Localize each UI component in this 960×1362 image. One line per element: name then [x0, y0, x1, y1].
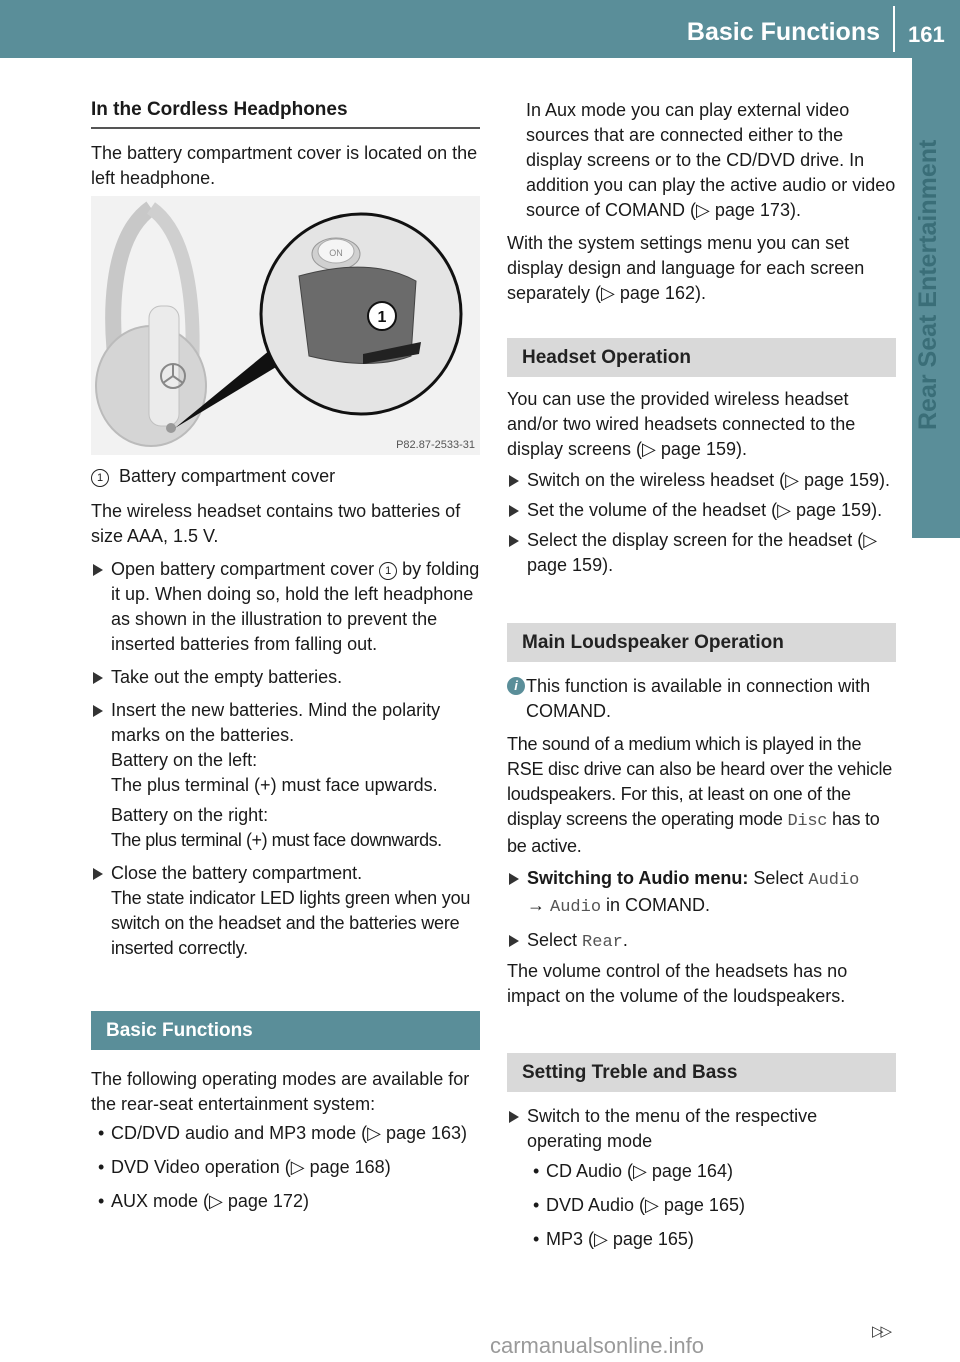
audio-step-bold: Switching to Audio menu: — [527, 868, 749, 888]
audio-step-select: Select — [753, 868, 804, 888]
menu-audio-1: Audio — [808, 871, 860, 890]
caption-text: Battery compartment cover — [119, 466, 336, 486]
arrow-icon: → — [527, 895, 545, 915]
treble-mode-item: • CD Audio (▷ page 164) — [526, 1159, 896, 1184]
figure-caption — [91, 464, 480, 489]
aux-text: In Aux mode you can play external video sources that are connected either to the display screens or to the CD/DVD drive. In addition you can play the active audio or video source of COMAND (▷ page 173). — [526, 100, 896, 220]
left-column-bottom — [91, 464, 480, 1214]
headset-step: Select the display screen for the headset (▷ page 159). — [507, 528, 896, 578]
chapter-tab-label: Rear Seat Entertainment — [914, 139, 942, 430]
mode-item: • CD/DVD audio and MP3 mode (▷ page 163) — [91, 1121, 480, 1146]
battery-left-label: Battery on the left: — [111, 750, 258, 770]
info-note — [507, 674, 896, 724]
continue-icon: ▷▷ — [872, 1323, 890, 1340]
step-open-cover — [91, 557, 480, 657]
step-close-text: Close the battery compartment. — [111, 863, 363, 883]
section-heading-treble: Setting Treble and Bass — [507, 1053, 896, 1092]
settings-text: With the system settings menu you can set display design and language for each screen separately (▷ page 162). — [507, 233, 865, 303]
headset-step: Set the volume of the headset (▷ page 159). — [507, 498, 896, 523]
callout-1-icon: 1 — [91, 469, 109, 487]
figure-on-label: ON — [329, 248, 343, 258]
menu-audio-2: Audio — [550, 898, 602, 917]
step-close-note: The state indicator LED lights green when you switch on the headset and the batteries were inserted correctly. — [111, 888, 471, 958]
callout-1-icon: 1 — [379, 562, 397, 580]
step-open-text-a: Open battery compartment cover — [111, 559, 375, 579]
select-end: . — [622, 930, 628, 950]
info-icon: i — [507, 677, 525, 695]
figure-code: P82.87-2533-31 — [396, 439, 475, 451]
watermark: carmanualsonline.info — [490, 1333, 705, 1358]
page-number: 161 — [908, 22, 945, 47]
step-insert — [91, 698, 480, 853]
section-heading-loudspeaker: Main Loudspeaker Operation — [507, 623, 896, 662]
right-column — [507, 98, 896, 1252]
headphone-illustration — [91, 196, 480, 455]
info-text: This function is available in connection with COMAND. — [526, 676, 871, 721]
volume-text: The volume control of the headsets has no impact on the volume of the loudspeakers. — [507, 961, 848, 1006]
treble-step: Switch to the menu of the respective operating mode — [507, 1104, 896, 1154]
step-close — [91, 861, 480, 961]
battery-text: The wireless headset contains two batteries of size AAA, 1.5 V. — [91, 501, 461, 546]
sound-text-end: has to be active. — [507, 809, 880, 856]
figure-callout-label: 1 — [377, 309, 387, 326]
headphone-drawing — [91, 196, 480, 455]
mode-disc-value: Disc — [787, 812, 828, 831]
header-separator — [893, 6, 895, 52]
step-open-text-b: by folding it up. When doing so, hold the left headphone as shown in the illustration to prevent the inserted batteries from falling out. — [111, 559, 480, 654]
header-section-title: Basic Functions — [686, 18, 880, 46]
headset-intro: You can use the provided wireless headset and/or two wired headsets connected to the display screens (▷ page 159). — [507, 389, 856, 459]
section-heading-headset: Headset Operation — [507, 338, 896, 377]
battery-right-text: The plus terminal (+) must face downwards. — [111, 830, 442, 850]
subsection-heading: In the Cordless Headphones — [91, 97, 480, 129]
audio-step-end: in COMAND. — [606, 895, 711, 915]
step-take-out: Take out the empty batteries. — [91, 665, 480, 690]
battery-left-text: The plus terminal (+) must face upwards. — [111, 775, 438, 795]
treble-mode-item: • DVD Audio (▷ page 165) — [526, 1193, 896, 1218]
step-audio-menu — [507, 866, 896, 920]
left-column-top — [91, 97, 480, 191]
step-select-rear — [507, 928, 896, 955]
intro-text: The battery compartment cover is located on the left headphone. — [91, 143, 478, 188]
sound-text — [507, 732, 896, 859]
mode-item: • DVD Video operation (▷ page 168) — [91, 1155, 480, 1180]
section-heading-basic-functions: Basic Functions — [91, 1011, 480, 1050]
modes-intro: The following operating modes are available for the rear-seat entertainment system: — [91, 1069, 470, 1114]
step-insert-text: Insert the new batteries. Mind the polarity marks on the batteries. — [111, 700, 441, 745]
select-rear-value: Rear — [582, 933, 623, 952]
mode-item: • AUX mode (▷ page 172) — [91, 1189, 480, 1214]
select-label: Select — [527, 930, 578, 950]
sound-text-main: The sound of a medium which is played in the RSE disc drive can also be heard over the vehicle loudspeakers. For this, at least on one of the display screens the operating mode — [507, 734, 892, 829]
battery-right-label: Battery on the right: — [111, 805, 269, 825]
treble-mode-item: • MP3 (▷ page 165) — [526, 1227, 896, 1252]
headset-step: Switch on the wireless headset (▷ page 159). — [507, 468, 896, 493]
